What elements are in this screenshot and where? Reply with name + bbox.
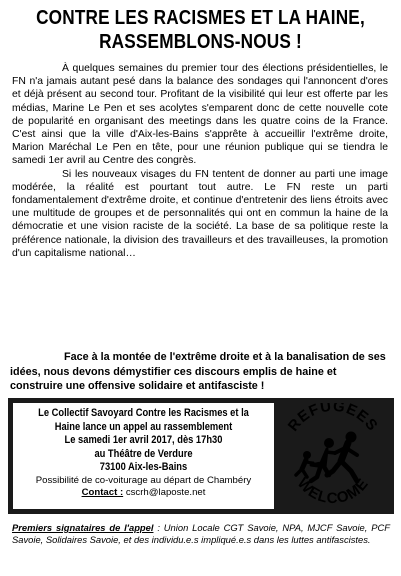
page-title bbox=[28, 6, 373, 54]
event-line-1: Le Collectif Savoyard Contre les Racismes et la bbox=[38, 407, 249, 419]
body-text bbox=[12, 62, 388, 260]
logo-bottom-text: WELCOME bbox=[293, 474, 373, 508]
event-details bbox=[13, 407, 274, 499]
signatories-list: : Union Locale CGT Savoie, NPA, MJCF Savoie, PCF Savoie, Solidaires Savoie, et des individu.e.s impliqué.e.s dans les luttes antifascistes. bbox=[12, 522, 390, 546]
event-contact bbox=[13, 487, 274, 499]
event-city: 73100 Aix-les-Bains bbox=[99, 461, 188, 474]
refugees-welcome-logo bbox=[277, 403, 389, 509]
body-paragraph-1: À quelques semaines du premier tour des élections présidentielles, le FN n'a jamais autant pesé dans la balance des sondages qui l'annoncent d'ores et déjà présent au second tour. Profitant de la visibilité qui leur est offerte par les médias, Marine Le Pen et ses acolytes s'emparent donc de cette nouvelle cote de popularité en organisant des meetings dans les quatre coins de la France. C'est ainsi que la ville d'Aix-les-Bains s'apprête à accueillir l'extrême droite, Marion Maréchal Le Pen en tête, pour une réunion publique qui se tiendra le samedi 1er avril au Centre des congrès. bbox=[12, 63, 388, 167]
event-carpool: Possibilité de co-voiturage au départ de Chambéry bbox=[35, 474, 252, 486]
event-line-2: Haine lance un appel au rassemblement bbox=[54, 420, 233, 433]
logo-top-text: REFUGEES bbox=[284, 403, 382, 435]
contact-email[interactable]: cscrh@laposte.net bbox=[125, 486, 206, 498]
contact-label: Contact : bbox=[81, 486, 124, 498]
title-line-1: CONTRE LES RACISMES ET LA HAINE, bbox=[36, 7, 365, 29]
highlight-statement bbox=[10, 350, 392, 394]
signatories bbox=[12, 522, 390, 546]
title-line-2: RASSEMBLONS-NOUS ! bbox=[99, 31, 302, 53]
body-paragraph-2: Si les nouveaux visages du FN tentent de donner au parti une image modérée, la réalité est pourtant tout autre. Le FN reste un parti fondamentalement d'extrême droite, et continue d'entretenir des liens étroits avec une multitude de groupes et de personnalités qui ont en commun la haine de la démocratie et une vision raciste de la société. La base de sa politique reste la préférence nationale, la division des travailleurs et des travailleuses, la promotion d'un capitalisme national… bbox=[12, 168, 388, 259]
refugee-family-running-icon bbox=[277, 403, 389, 509]
highlight-text: Face à la montée de l'extrême droite et à la banalisation de ses idées, nous devons démystifier ces discours emplis de haine et construire une offensive solidaire et antifasciste ! bbox=[10, 351, 386, 393]
svg-text:WELCOME bbox=[294, 475, 372, 507]
signatories-label: Premiers signataires de l'appel bbox=[12, 522, 154, 533]
svg-text:REFUGEES bbox=[285, 403, 381, 435]
event-date: Le samedi 1er avril 2017, dès 17h30 bbox=[64, 434, 223, 447]
event-venue: au Théâtre de Verdure bbox=[94, 447, 193, 460]
